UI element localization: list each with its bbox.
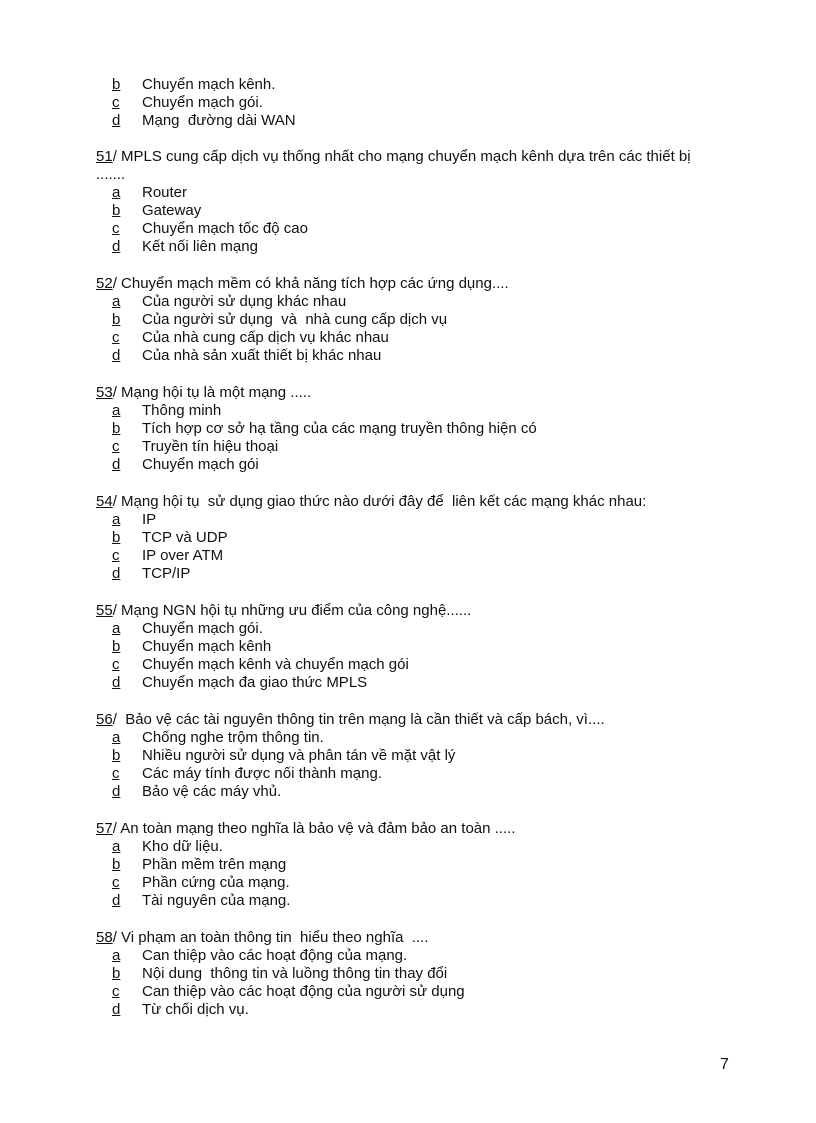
option-text: Của người sử dụng khác nhau [142,293,347,310]
question-54 [0,493,816,602]
option-letter: d [112,565,121,582]
option-row [0,965,816,983]
question-number: 57 [96,820,113,837]
question-text: / Vi phạm an toàn thông tin hiểu theo nghĩa .... [112,929,429,946]
option-letter: d [112,238,121,255]
option-letter: a [112,620,121,637]
option-letter: d [112,892,121,909]
option-row [0,674,816,692]
question-58 [0,929,816,1038]
option-row [0,874,816,892]
option-text: Tích hợp cơ sở hạ tầng của các mạng truyền thông hiện có [142,420,537,437]
option-letter: b [112,311,121,328]
option-letter: c [112,94,120,111]
option-row [0,511,816,529]
question-stem [96,384,716,402]
option-letter: c [112,765,120,782]
option-letter: d [112,674,121,691]
question-number: 56 [96,711,113,728]
question-number: 52 [96,275,113,292]
question-stem [96,493,716,511]
option-letter: c [112,329,120,346]
option-row [0,656,816,674]
option-text: Bảo vệ các máy vhủ. [142,783,282,800]
question-56 [0,711,816,820]
option-letter: a [112,293,121,310]
question-text: / An toàn mạng theo nghĩa là bảo vệ và đảm bảo an toàn ..... [112,820,516,837]
option-row [0,838,816,856]
option-row [0,747,816,765]
option-row [0,1001,816,1019]
question-text: / MPLS cung cấp dịch vụ thống nhất cho mạng chuyển mạch kênh dựa trên các thiết bị ....... [96,148,695,183]
question-number: 55 [96,602,113,619]
option-text: Nhiều người sử dụng và phân tán về mặt vật lý [142,747,456,764]
option-text: Chuyển mạch kênh. [142,76,276,93]
option-row [0,293,816,311]
option-letter: b [112,965,121,982]
option-row [0,729,816,747]
option-letter: a [112,947,121,964]
question-text: / Bảo vệ các tài nguyên thông tin trên mạng là cần thiết và cấp bách, vì.... [112,711,605,728]
option-letter: c [112,983,120,1000]
option-text: Của người sử dụng và nhà cung cấp dịch vụ [142,311,448,328]
option-letter: c [112,656,120,673]
option-text: IP over ATM [142,547,224,564]
option-letter: a [112,729,121,746]
option-letter: a [112,838,121,855]
option-text: Của nhà sản xuất thiết bị khác nhau [142,347,382,364]
option-text: Mạng đường dài WAN [142,112,296,129]
option-letter: b [112,638,121,655]
question-stem [96,275,716,293]
question-number: 53 [96,384,113,401]
option-letter: a [112,402,121,419]
option-text: Chuyển mạch gói. [142,620,263,637]
option-row [0,76,816,94]
question-52 [0,275,816,384]
option-letter: d [112,112,121,129]
option-row [0,420,816,438]
option-text: Chuyển mạch kênh [142,638,272,655]
option-text: Của nhà cung cấp dịch vụ khác nhau [142,329,389,346]
option-text: Chuyển mạch đa giao thức MPLS [142,674,368,691]
question-stem [96,602,716,620]
question-51 [0,148,816,275]
option-text: Can thiệp vào các hoạt động của mạng. [142,947,408,964]
option-row [0,184,816,202]
option-row [0,620,816,638]
question-text: / Chuyển mạch mềm có khả năng tích hợp các ứng dụng.... [112,275,509,292]
option-letter: c [112,547,120,564]
option-row [0,402,816,420]
option-row [0,947,816,965]
question-number: 58 [96,929,113,946]
option-text: Phần cứng của mạng. [142,874,290,891]
option-text: Chuyển mạch gói [142,456,259,473]
page-number: 7 [720,1056,729,1073]
option-letter: b [112,856,121,873]
option-text: Chuyển mạch kênh và chuyển mạch gói [142,656,409,673]
option-row [0,220,816,238]
question-list [0,148,816,1038]
option-text: TCP và UDP [142,529,228,546]
option-text: Can thiệp vào các hoạt động của người sử dụng [142,983,465,1000]
option-letter: d [112,783,121,800]
option-letter: b [112,747,121,764]
option-text: Tài nguyên của mạng. [142,892,291,909]
option-row [0,565,816,583]
question-number: 51 [96,148,113,165]
continued-options [0,76,816,130]
option-text: Chống nghe trộm thông tin. [142,729,324,746]
option-letter: d [112,456,121,473]
option-text: Kho dữ liệu. [142,838,223,855]
option-letter: c [112,874,120,891]
option-letter: d [112,1001,121,1018]
option-row [0,112,816,130]
question-text: / Mạng hội tụ là một mạng ..... [112,384,312,401]
question-53 [0,384,816,493]
question-55 [0,602,816,711]
option-text: Truyền tín hiệu thoại [142,438,279,455]
option-text: TCP/IP [142,565,191,582]
option-letter: b [112,76,121,93]
question-number: 54 [96,493,113,510]
question-stem [96,148,716,184]
option-row [0,311,816,329]
option-letter: b [112,529,121,546]
option-text: Thông minh [142,402,222,419]
option-row [0,456,816,474]
option-text: IP [142,511,157,528]
question-stem [96,820,716,838]
option-row [0,983,816,1001]
option-text: Router [142,184,188,201]
option-row [0,329,816,347]
option-text: Phần mềm trên mạng [142,856,287,873]
option-letter: c [112,438,120,455]
option-row [0,94,816,112]
option-row [0,529,816,547]
option-letter: d [112,347,121,364]
question-57 [0,820,816,929]
option-letter: a [112,511,121,528]
option-row [0,892,816,910]
option-row [0,547,816,565]
option-letter: b [112,420,121,437]
option-text: Từ chối dịch vụ. [142,1001,249,1018]
option-text: Chuyển mạch gói. [142,94,263,111]
option-text: Nội dung thông tin và luồng thông tin thay đổi [142,965,448,982]
option-letter: b [112,202,121,219]
option-row [0,347,816,365]
question-text: / Mạng NGN hội tụ những ưu điểm của công nghệ...... [112,602,472,619]
option-row [0,238,816,256]
option-letter: c [112,220,120,237]
option-row [0,202,816,220]
option-text: Các máy tính được nối thành mạng. [142,765,382,782]
option-text: Chuyển mạch tốc độ cao [142,220,308,237]
option-text: Gateway [142,202,202,219]
option-row [0,765,816,783]
option-row [0,856,816,874]
option-row [0,638,816,656]
question-text: / Mạng hội tụ sử dụng giao thức nào dưới đây để liên kết các mạng khác nhau: [112,493,647,510]
question-stem [96,711,716,729]
option-row [0,438,816,456]
option-text: Kết nối liên mạng [142,238,258,255]
option-letter: a [112,184,121,201]
question-stem [96,929,716,947]
option-row [0,783,816,801]
